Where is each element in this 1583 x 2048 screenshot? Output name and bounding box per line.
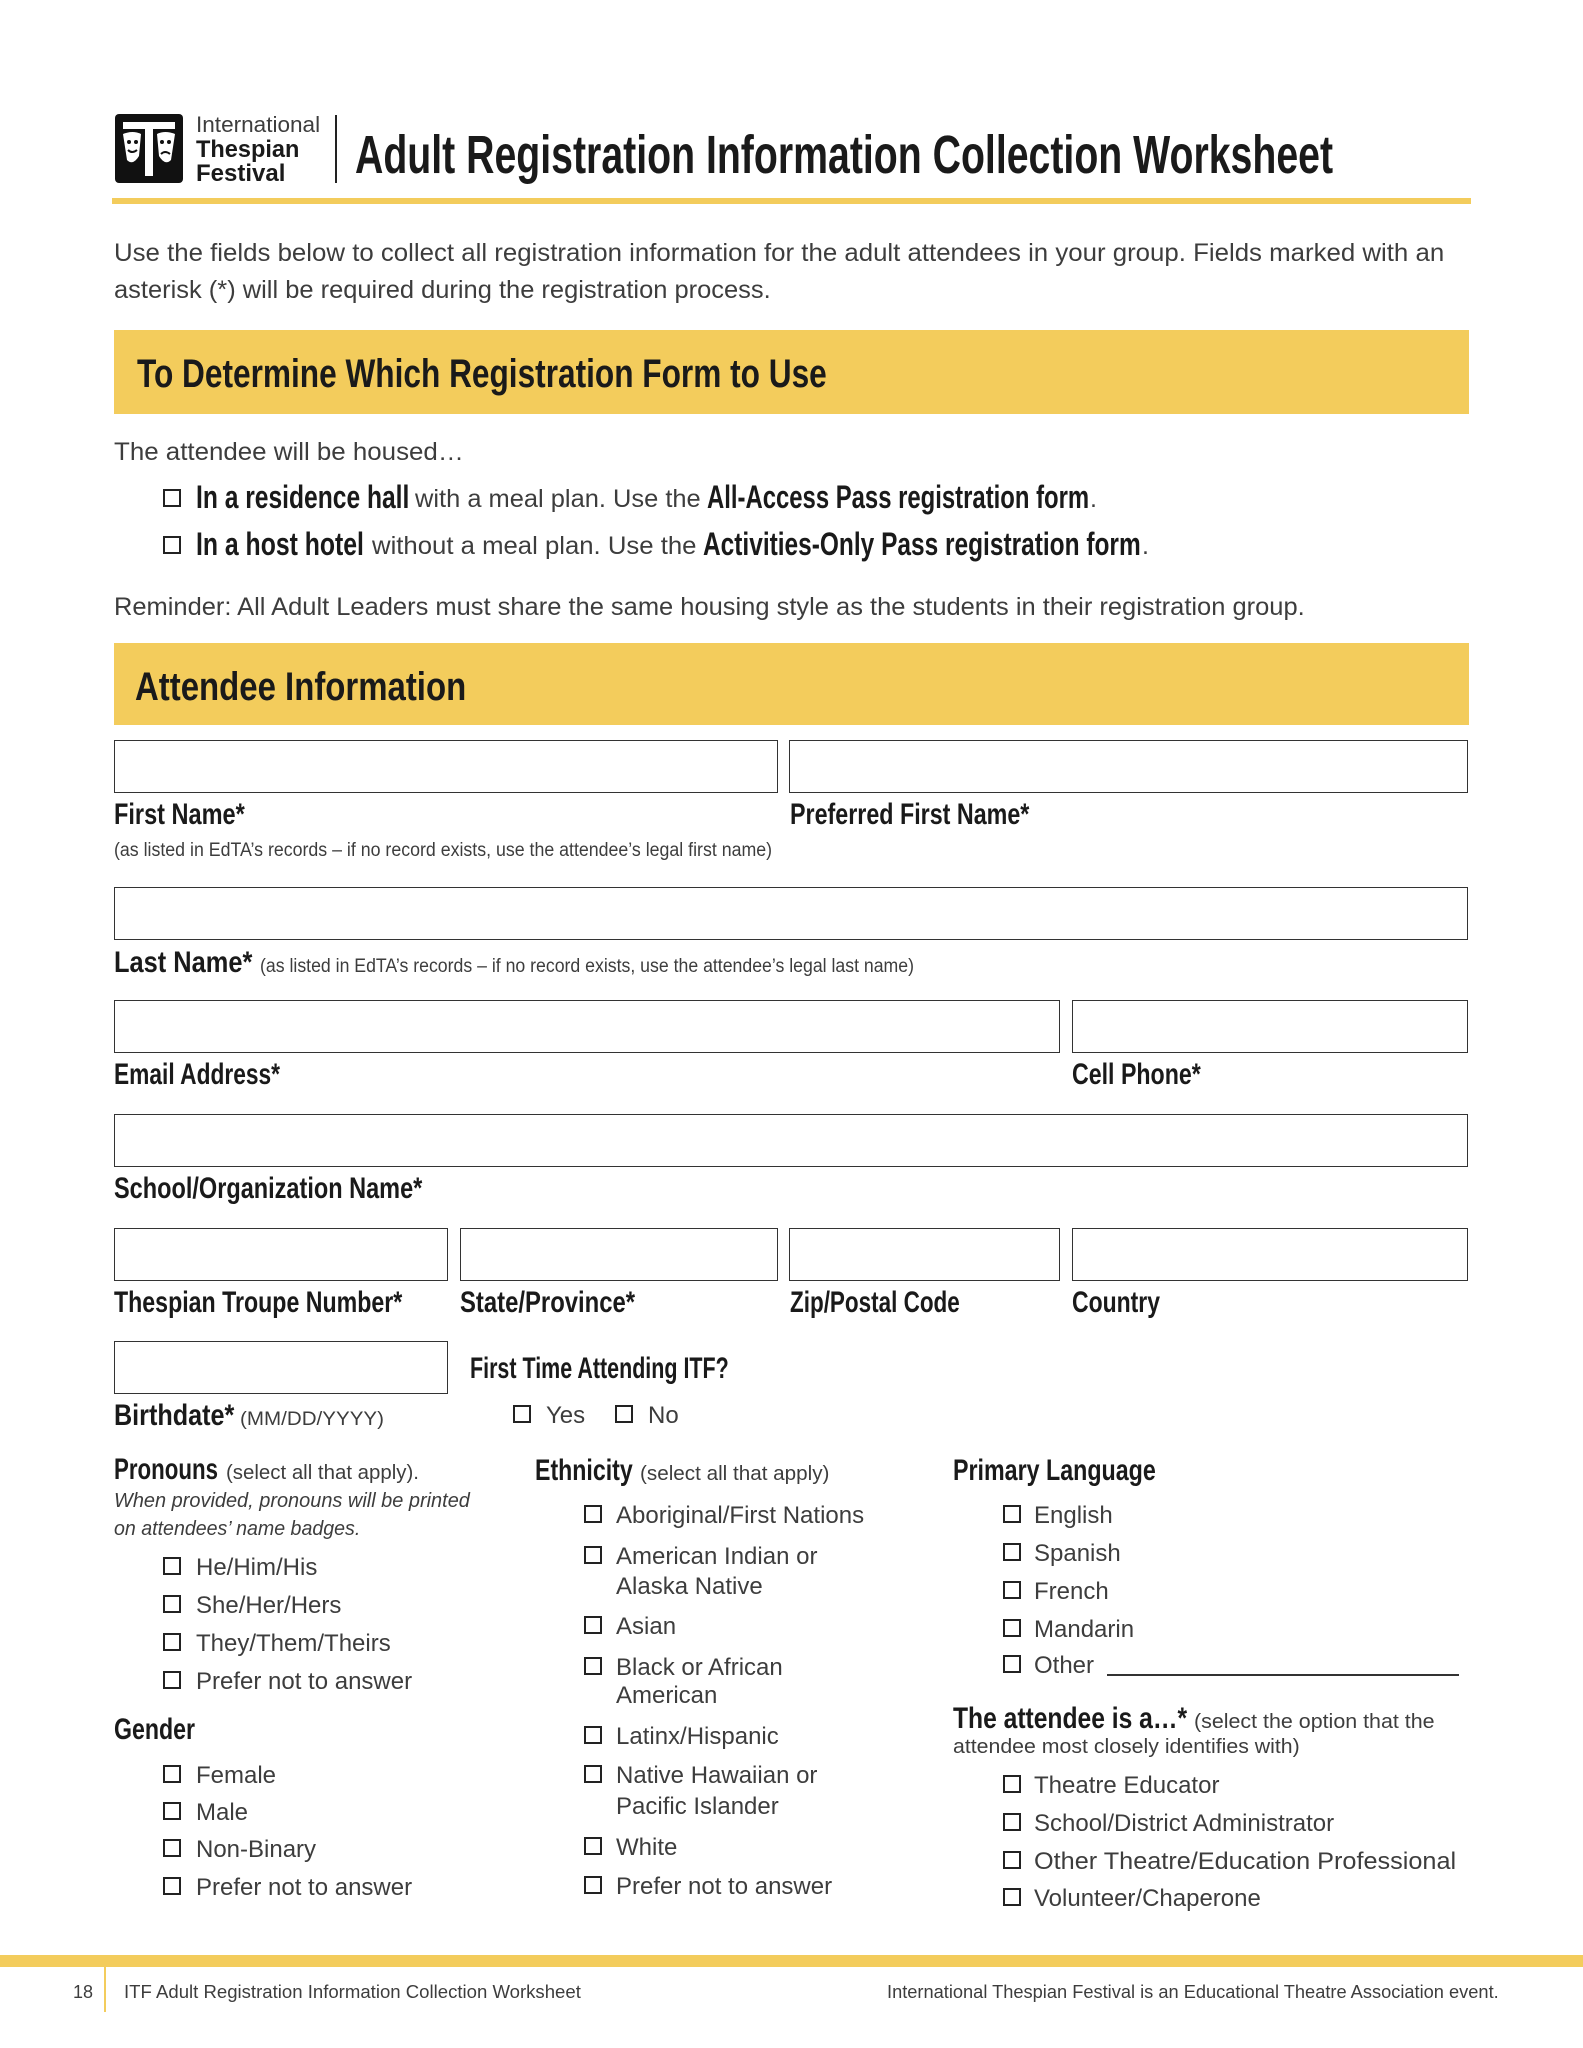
ethnicity-option: American Indian or bbox=[616, 1542, 818, 1570]
attendee-type-checkbox[interactable] bbox=[1003, 1888, 1021, 1906]
pronoun-option: Prefer not to answer bbox=[196, 1667, 413, 1695]
preferred-first-name-label: Preferred First Name* bbox=[790, 797, 1030, 831]
pronouns-note: (select all that apply). bbox=[226, 1462, 419, 1484]
logo-text-thespian: Thespian bbox=[196, 135, 300, 163]
ethnicity-checkbox[interactable] bbox=[584, 1616, 602, 1634]
troupe-number-field[interactable] bbox=[114, 1228, 448, 1281]
ethnicity-checkbox[interactable] bbox=[584, 1726, 602, 1744]
zip-label: Zip/Postal Code bbox=[790, 1285, 960, 1319]
gender-option: Male bbox=[196, 1798, 249, 1826]
language-checkbox[interactable] bbox=[1003, 1619, 1021, 1637]
pronouns-italic-note: on attendees’ name badges. bbox=[114, 1518, 361, 1540]
last-name-label: Last Name* bbox=[114, 945, 253, 979]
attendee-type-note: attendee most closely identifies with) bbox=[953, 1736, 1300, 1758]
language-option: Spanish bbox=[1034, 1539, 1121, 1567]
residence-hall-text: with a meal plan. Use the bbox=[415, 484, 701, 513]
ethnicity-checkbox[interactable] bbox=[584, 1765, 602, 1783]
cell-phone-label: Cell Phone* bbox=[1072, 1057, 1201, 1091]
attendee-type-option: Other Theatre/Education Professional bbox=[1034, 1847, 1457, 1875]
attendee-type-option: Theatre Educator bbox=[1034, 1771, 1220, 1799]
email-field[interactable] bbox=[114, 1000, 1060, 1053]
pronoun-checkbox[interactable] bbox=[163, 1557, 181, 1575]
header-divider bbox=[335, 115, 337, 183]
language-option: Mandarin bbox=[1034, 1615, 1135, 1643]
pronoun-checkbox[interactable] bbox=[163, 1671, 181, 1689]
language-checkbox[interactable] bbox=[1003, 1543, 1021, 1561]
ethnicity-checkbox[interactable] bbox=[584, 1657, 602, 1675]
period: . bbox=[1142, 531, 1149, 560]
birthdate-field[interactable] bbox=[114, 1341, 448, 1394]
ethnicity-option: White bbox=[616, 1833, 678, 1861]
first-time-no-checkbox[interactable] bbox=[615, 1405, 633, 1423]
attendee-type-heading: The attendee is a…* bbox=[953, 1701, 1188, 1735]
footer-band bbox=[0, 1955, 1583, 1967]
gender-option: Non-Binary bbox=[196, 1835, 317, 1863]
host-hotel-text: without a meal plan. Use the bbox=[372, 531, 697, 560]
ethnicity-option: Aboriginal/First Nations bbox=[616, 1501, 865, 1529]
gender-checkbox[interactable] bbox=[163, 1877, 181, 1895]
ethnicity-heading: Ethnicity bbox=[535, 1453, 633, 1487]
host-hotel-checkbox[interactable] bbox=[163, 536, 181, 554]
footer-divider bbox=[104, 1967, 106, 2012]
first-time-label: First Time Attending ITF? bbox=[470, 1351, 729, 1385]
footer-left-text: ITF Adult Registration Information Collection Worksheet bbox=[124, 1981, 581, 2002]
ethnicity-option: Black or African bbox=[616, 1653, 783, 1681]
gender-option: Prefer not to answer bbox=[196, 1873, 413, 1901]
ethnicity-option: Prefer not to answer bbox=[616, 1872, 833, 1900]
language-heading: Primary Language bbox=[953, 1453, 1156, 1487]
host-hotel-label: In a host hotel bbox=[196, 525, 364, 562]
attendee-type-checkbox[interactable] bbox=[1003, 1851, 1021, 1869]
first-time-yes-label: Yes bbox=[546, 1401, 586, 1429]
ethnicity-option: Native Hawaiian or bbox=[616, 1761, 818, 1789]
section-heading-registration-form: To Determine Which Registration Form to Use bbox=[137, 352, 827, 396]
intro-line-1: Use the fields below to collect all registration information for the adult attendees in your group. Fields marked with an bbox=[114, 238, 1445, 267]
language-checkbox[interactable] bbox=[1003, 1581, 1021, 1599]
pronoun-checkbox[interactable] bbox=[163, 1633, 181, 1651]
pronoun-option: They/Them/Theirs bbox=[196, 1629, 391, 1657]
attendee-type-option: School/District Administrator bbox=[1034, 1809, 1335, 1837]
pronoun-option: She/Her/Hers bbox=[196, 1591, 342, 1619]
first-time-yes-checkbox[interactable] bbox=[513, 1405, 531, 1423]
language-checkbox[interactable] bbox=[1003, 1655, 1021, 1673]
ethnicity-checkbox[interactable] bbox=[584, 1546, 602, 1564]
ethnicity-note: (select all that apply) bbox=[640, 1463, 830, 1485]
pronouns-italic-note: When provided, pronouns will be printed bbox=[114, 1490, 470, 1512]
all-access-pass-form: All-Access Pass registration form bbox=[707, 478, 1090, 515]
housing-reminder: Reminder: All Adult Leaders must share the same housing style as the students in their registration group. bbox=[114, 592, 1305, 621]
first-name-note: (as listed in EdTA’s records – if no record exists, use the attendee’s legal first name) bbox=[114, 839, 773, 861]
school-field[interactable] bbox=[114, 1114, 1468, 1167]
gender-checkbox[interactable] bbox=[163, 1802, 181, 1820]
first-time-no-label: No bbox=[648, 1401, 679, 1429]
gender-checkbox[interactable] bbox=[163, 1765, 181, 1783]
preferred-first-name-field[interactable] bbox=[789, 740, 1468, 793]
language-option: French bbox=[1034, 1577, 1109, 1605]
ethnicity-option-line2: Pacific Islander bbox=[616, 1792, 779, 1820]
residence-hall-label: In a residence hall bbox=[196, 478, 410, 515]
last-name-field[interactable] bbox=[114, 887, 1468, 940]
logo-text-festival: Festival bbox=[196, 159, 286, 187]
attendee-type-checkbox[interactable] bbox=[1003, 1775, 1021, 1793]
language-checkbox[interactable] bbox=[1003, 1505, 1021, 1523]
ethnicity-option: Latinx/Hispanic bbox=[616, 1722, 779, 1750]
attendee-type-checkbox[interactable] bbox=[1003, 1813, 1021, 1831]
country-field[interactable] bbox=[1072, 1228, 1468, 1281]
section-heading-attendee-info: Attendee Information bbox=[135, 665, 467, 709]
attendee-type-note: (select the option that the bbox=[1194, 1711, 1435, 1733]
itf-logo-icon bbox=[115, 114, 183, 183]
language-option: Other bbox=[1034, 1651, 1095, 1679]
troupe-number-label: Thespian Troupe Number* bbox=[114, 1285, 403, 1319]
pronouns-heading: Pronouns bbox=[114, 1452, 218, 1486]
ethnicity-checkbox[interactable] bbox=[584, 1505, 602, 1523]
state-field[interactable] bbox=[460, 1228, 778, 1281]
ethnicity-checkbox[interactable] bbox=[584, 1876, 602, 1894]
language-option: English bbox=[1034, 1501, 1113, 1529]
birthdate-format-note: (MM/DD/YYYY) bbox=[240, 1408, 384, 1430]
attendee-type-option: Volunteer/Chaperone bbox=[1034, 1884, 1261, 1912]
ethnicity-option: Asian bbox=[616, 1612, 677, 1640]
activities-only-pass-form: Activities-Only Pass registration form bbox=[703, 525, 1141, 562]
page-title: Adult Registration Information Collection Worksheet bbox=[355, 125, 1334, 186]
birthdate-label: Birthdate* bbox=[114, 1398, 235, 1432]
other-language-line-input[interactable] bbox=[1107, 1674, 1459, 1676]
gender-heading: Gender bbox=[114, 1712, 196, 1746]
state-label: State/Province* bbox=[460, 1285, 636, 1319]
first-name-field[interactable] bbox=[114, 740, 778, 793]
zip-field[interactable] bbox=[789, 1228, 1060, 1281]
email-label: Email Address* bbox=[114, 1057, 280, 1091]
ethnicity-option-line2: American bbox=[616, 1681, 718, 1709]
first-name-label: First Name* bbox=[114, 797, 245, 831]
gender-checkbox[interactable] bbox=[163, 1839, 181, 1857]
school-label: School/Organization Name* bbox=[114, 1171, 423, 1205]
ethnicity-checkbox[interactable] bbox=[584, 1837, 602, 1855]
page-number: 18 bbox=[73, 1981, 94, 2002]
intro-line-2: asterisk (*) will be required during the registration process. bbox=[114, 275, 771, 304]
residence-hall-checkbox[interactable] bbox=[163, 489, 181, 507]
logo-text-international: International bbox=[196, 112, 321, 138]
country-label: Country bbox=[1072, 1285, 1160, 1319]
ethnicity-option-line2: Alaska Native bbox=[616, 1572, 763, 1600]
cell-phone-field[interactable] bbox=[1072, 1000, 1468, 1053]
last-name-note: (as listed in EdTA’s records – if no record exists, use the attendee’s legal last name) bbox=[260, 955, 914, 977]
footer-right-text: International Thespian Festival is an Educational Theatre Association event. bbox=[887, 1981, 1499, 2002]
period: . bbox=[1090, 484, 1097, 513]
pronoun-option: He/Him/His bbox=[196, 1553, 318, 1581]
header-rule bbox=[112, 198, 1471, 204]
gender-option: Female bbox=[196, 1761, 277, 1789]
pronoun-checkbox[interactable] bbox=[163, 1595, 181, 1613]
housing-lead-text: The attendee will be housed… bbox=[114, 437, 464, 466]
